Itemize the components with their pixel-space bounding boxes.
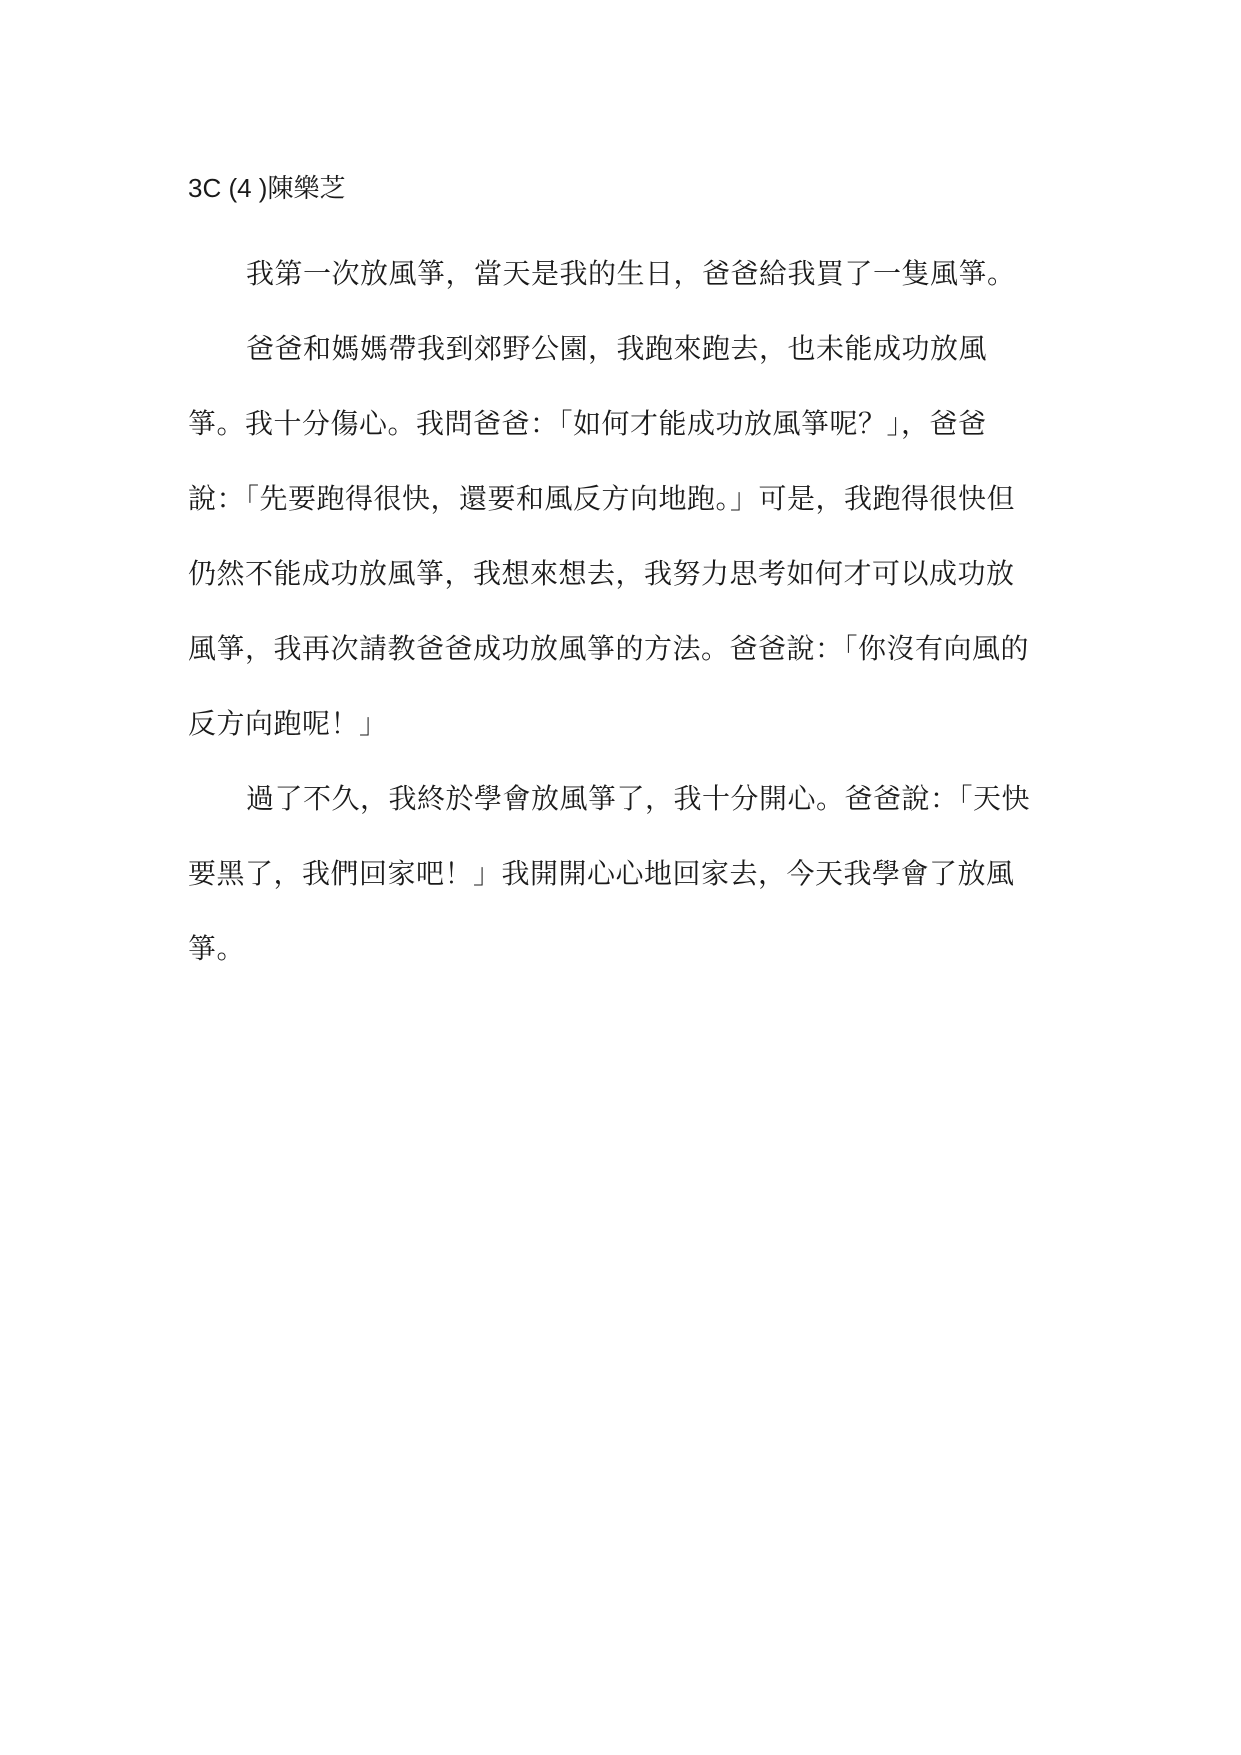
paragraph-line: 箏。我十分傷心。我問爸爸：「如何才能成功放風箏呢？」，爸爸	[188, 407, 987, 440]
paragraph-line: 爸爸和媽媽帶我到郊野公園，我跑來跑去，也未能成功放風	[246, 332, 988, 365]
paragraph-3	[188, 761, 1068, 986]
paragraph-2	[188, 311, 1068, 761]
paragraph-line: 過了不久，我終於學會放風箏了，我十分開心。爸爸說：「天快	[246, 782, 1031, 815]
paragraph-line: 箏。	[188, 932, 246, 965]
paragraph-line: 風箏，我再次請教爸爸成功放風箏的方法。爸爸說：「你沒有向風的	[188, 632, 1030, 665]
document-body	[188, 162, 1068, 986]
document-heading: 3C (4 )陳樂芝	[188, 173, 346, 203]
paragraph-1	[188, 236, 1068, 311]
paragraph-line: 要黑了，我們回家吧！」我開開心心地回家去，今天我學會了放風	[188, 857, 1015, 890]
paragraph-line: 我第一次放風箏，當天是我的生日，爸爸給我買了一隻風箏。	[246, 257, 1016, 290]
paragraph-line: 說：「先要跑得很快，還要和風反方向地跑。」可是，我跑得很快但	[188, 482, 1016, 515]
paragraph-line: 反方向跑呢！」	[188, 707, 388, 740]
paragraph-line: 仍然不能成功放風箏，我想來想去，我努力思考如何才可以成功放	[188, 557, 1015, 590]
